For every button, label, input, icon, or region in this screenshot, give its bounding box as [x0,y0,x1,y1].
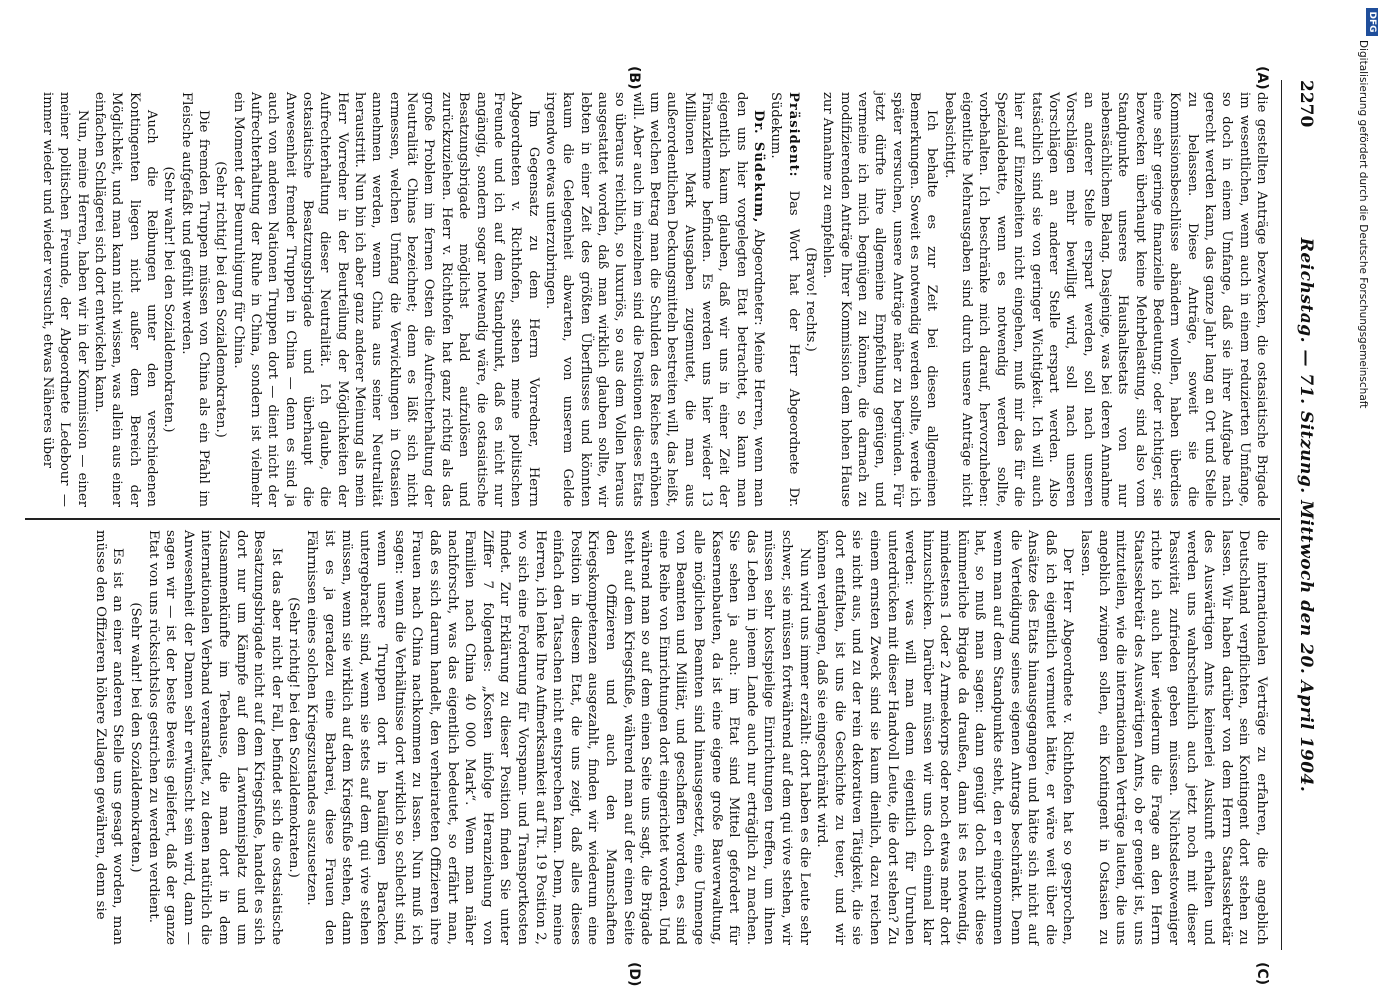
left-column [39,92,1270,507]
paragraph: Es ist an einer anderen Stelle uns gesagt worden, man müsse den Offizieren höhere Zulagen gewähren, denn sie [92,530,126,945]
paragraph: Ist das aber nicht der Fall, befindet sich die ostasiatische Besatzungsbrigade nicht auf dem Kriegsfuße, handelt es sich dort nur um Kämpfe auf dem Lawntennisplatz und um Zusammenkünfte im Teehause, die man dort in dem internationalen Verband veranstaltet, zu denen natürlich die Anwesenheit der Damen sehr erwünscht sein wird, dann — sagen wir — ist der beste Beweis geliefert, daß der ganze Etat von uns rücksichtslos gestrichen zu werden verdient. [145,530,284,945]
speaker-label: Dr. Südekum, [751,110,767,224]
paragraph: Im Gegensatz zu dem Herrn Vorredner, Herrn Abgeordneten v. Richthofen, stehen meine politischen Freunde und ich auf dem Standpunkt, daß es nicht nur angängig, sondern sogar notwendig wäre, die ostasiatische Besatzungsbrigade möglichst bald aufzulösen und zurückzuziehen. Herr v. Richthofen hat ganz richtig als das große Problem im fernen Osten die Aufrechterhaltung der Neutralität Chinas bezeichnet; denn es läßt sich nicht ermessen, welchen Umfang die Verwicklungen in Ostasien annehmen werden, wenn China aus seiner Neutralität heraustritt. Nun bin ich aber ganz anderer Meinung als mein Herr Vorredner in der Beurteilung der Möglichkeiten der Aufrechterhaltung dieser Neutralität. Ich glaube, die ostasiatische Besatzungsbrigade und überhaupt die Anwesenheit fremder Truppen in China — denn es sind ja auch von anderen Nationen Truppen dort — dient nicht der Aufrechterhaltung der Ruhe in China, sondern ist vielmehr ein Moment der Beunruhigung für China. [230,92,541,507]
dfg-logo-text: DFG [1367,11,1377,33]
margin-marker-a: (A) [1254,66,1270,90]
speaker-paragraph [542,92,767,507]
rotated-page [2,0,1342,1000]
paragraph: Der Herr Abgeordnete v. Richthofen hat so gesprochen, daß ich eigentlich vermutet hätte, er wäre weit über die Ansätze des Etats hinausgegangen und hätte sich nicht auf die Verteidigung seines eigenen Antrags beschränkt. Denn wenn man auf dem Standpunkte steht, den er eingenommen hat, so muß man sagen: dann genügt doch nicht diese kümmerliche Brigade da draußen, dann ist es notwendig, mindestens 1 oder 2 Armeekorps oder noch etwas mehr dort hinzuschicken. Darüber müssen wir uns doch einmal klar werden: was will man denn eigentlich für Unruhen unterdrücken mit dieser Handvoll Leute, die dort stehen? Zu einem ernsten Zweck sind sie kaum dienlich, dazu reichen sie nicht aus, und zu der rein dekorativen Tätigkeit, die sie dort entfalten, ist uns die Geschichte zu teuer, und wir können verlangen, daß sie eingeschränkt wird. [814,530,1076,945]
paragraph: die internationalen Verträge zu erfahren, die angeblich Deutschland verpflichten, sein Kontingent dort stehen zu lassen. Wir haben darüber von dem Herrn Staatssekretär des Auswärtigen Amts keinerlei Auskunft erhalten und werden uns wahrscheinlich auch jetzt noch mit dieser Passivität zufrieden geben müssen. Nichtsdestoweniger richte ich auch hier wiederum die Frage an den Herrn Staatssekretär des Auswärtigen Amts, ob er geneigt ist, uns mitzuteilen, wie die internationalen Verträge lauten, die uns angeblich zwingen sollen, ein Kontingent in Ostasien zu lassen. [1078,530,1269,945]
margin-marker-c: (C) [1254,962,1270,986]
margin-marker-d: (D) [626,962,642,987]
reaction: (Sehr wahr! bei den Sozialdemokraten.) [161,166,177,433]
header-rule [1281,80,1282,950]
paragraph: Auch die Reibungen unter den verschiedenen Kontingenten liegen nicht außer dem Bereich der Möglichkeit, und man kann nicht wissen, was allein aus einer einfachen Schlägerei sich dort entwickeln kann. [91,92,159,507]
paragraph: Nun, meine Herren, haben wir in der Kommission — einer meiner politischen Freunde, der Abgeordnete Ledebour — immer wieder und wieder versucht, etwas Näheres über [39,92,90,507]
column-divider [25,518,1280,520]
paragraph: die gestellten Anträge bezwecken, die ostasiatische Brigade im wesentlichen, wenn auch in einem reduzierten Umfange, so doch in einem Umfange, daß sie ihrer Aufgabe nach gerecht werden kann, das ganze Jahr lang an Ort und Stelle zu belassen. Diese Anträge, soweit sie die Kommissionsbeschlüsse abändern wollen, haben überdies eine sehr geringe finanzielle Bedeutung; oder richtiger, sie bezwecken überhaupt keine Mehrbelastung, sind also vom Standpunkte unseres Haushaltsetats von nur nebensächlichem Belang. Dasjenige, was bei deren Annahme an anderer Stelle erspart werden, soll nach unseren Vorschlägen mehr bewilligt wird, soll nach unseren Vorschlägen an anderer Stelle erspart werden. Also tatsächlich sind sie von geringer Wichtigkeit. Ich will auch hier auf Einzelheiten nicht eingehen, muß mir das für die Spezialdebatte, wenn es notwendig werden sollte, vorbehalten. Ich beschränke mich darauf, hervorzuheben: eigentliche Mehrausgaben sind durch unsere Anträge nicht beabsichtigt. [941,92,1269,507]
reaction: (Bravo! rechts.) [803,247,819,352]
speaker-label: Präsident: [785,92,801,178]
paragraph: Nun wird uns immer erzählt: dort haben es die Leute sehr schwer, sie müssen fortwährend auf dem qui vive stehen, wir müssen sehr kostspielige Einrichtungen treffen, um ihnen das Leben in jenem Lande auch nur erträglich zu machen. Sie sehen ja auch: im Etat sind Mittel gefordert für Kasernenbauten, da ist eine eigene große Bauverwaltung, alle möglichen Beamten sind hinausgesetzt, eine Unmenge von Beamten und Militär, und geschaffen worden, es sind eine Reihe von Einrichtungen dort eingerichtet worden. Und während man so auf dem einen Seite uns sagt, die Brigade steht auf dem Kriegsfuße, während man auf der einen Seite den Offizieren und auch den Mannschaften Kriegskompetenzen ausgezahlt, finden wir wiederum eine Position in diesem Etat, die uns zeigt, daß alles dieses einfach den Tatsachen nicht entsprechen kann. Denn, meine Herren, ich lenke Ihre Aufmerksamkeit auf Tit. 19 Position 2, wo sich eine Forderung für Vorspann- und Transportkosten findet. Zur Erklärung zu dieser Position finden Sie unter Ziffer 7 folgendes: „Kosten infolge Heranziehung von Familien nach China 40 000 Mark“. Wenn man näher nachforscht, was das eigentlich bedeutet, so erfährt man, daß es sich darum handelt, den verheirateten Offizieren ihre Frauen nach China nachkommen zu lassen. Nun muß ich sagen: wenn die Verhältnisse dort wirklich so schlecht sind, wenn unsere Truppen dort in baufälligen Baracken untergebracht sind, wenn sie stets auf dem qui vive stehen müssen, wenn sie wirklich auf dem Kriegsfuße stehen, dann ist es ja geradezu eine Barbarei, diese Frauen den Fährnissen eines solchen Kriegszustandes auszusetzen. [303,530,812,945]
paragraph: Ich behalte es zur Zeit bei diesen allgemeinen Bemerkungen. Soweit es notwendig werden sollte, werde ich später versuchen, unsere Anträge näher zu begründen. Für jetzt dürfte ihre allgemeine Empfehlung genügen, und vermeine ich mich begnügen zu können, die darnach zu modifizierenden Anträge Ihrer Kommission dem hohen Hause zur Annahme zu empfehlen. [820,92,940,507]
right-column [91,530,1270,945]
page-header [1284,80,1320,950]
reaction: (Sehr richtig! bei den Sozialdemokraten.) [213,161,229,438]
reaction: (Sehr wahr! bei den Sozialdemokraten.) [128,602,143,873]
speaker-text: Das Wort hat der Herr Abgeordnete Dr. Südekum. [768,92,801,507]
paragraph: Die fremden Truppen müssen von China als ein Pfahl im Fleische aufgefaßt und gefühlt werden. [178,92,212,507]
speaker-paragraph [767,92,802,507]
digitization-credit-text: Digitalisierung gefördert durch die Deutsche Forschungsgemeinschaft [1357,40,1369,409]
dfg-logo [1366,8,1378,36]
page-number: 2270 [1296,80,1316,128]
digitization-credit [1352,40,1374,980]
speaker-text: Abgeordneter: Meine Herren, wenn man den uns hier vorgelegten Etat betrachtet, so kann man eigentlich kaum glauben, daß wir uns in einer Zeit der Finanzklemme befinden. Es werden uns hier wieder 13 Millionen Mark Ausgaben zugemutet, die man aus außerordentlichen Deckungsmitteln bestreiten will, das heißt, um welchen Betrag man die Schulden des Reiches erhöhen will. Aber auch im einzelnen sind die Positionen dieses Etats so überaus reichlich, so luxuriös, so aus dem Vollen heraus ausgestattet worden, daß man wirklich glauben sollte, wir lebten in einer Zeit des größten Überflusses und könnten kaum die Gelegenheit abwarten, von unserem Gelde irgendwo etwas unterzubringen. [542,92,767,507]
margin-marker-b: (B) [626,66,642,90]
running-head: Reichstag. — 71. Sitzung. Mittwoch den 20. April 1904. [1296,237,1316,793]
reaction: (Sehr richtig! bei den Sozialdemokraten.) [286,597,302,878]
